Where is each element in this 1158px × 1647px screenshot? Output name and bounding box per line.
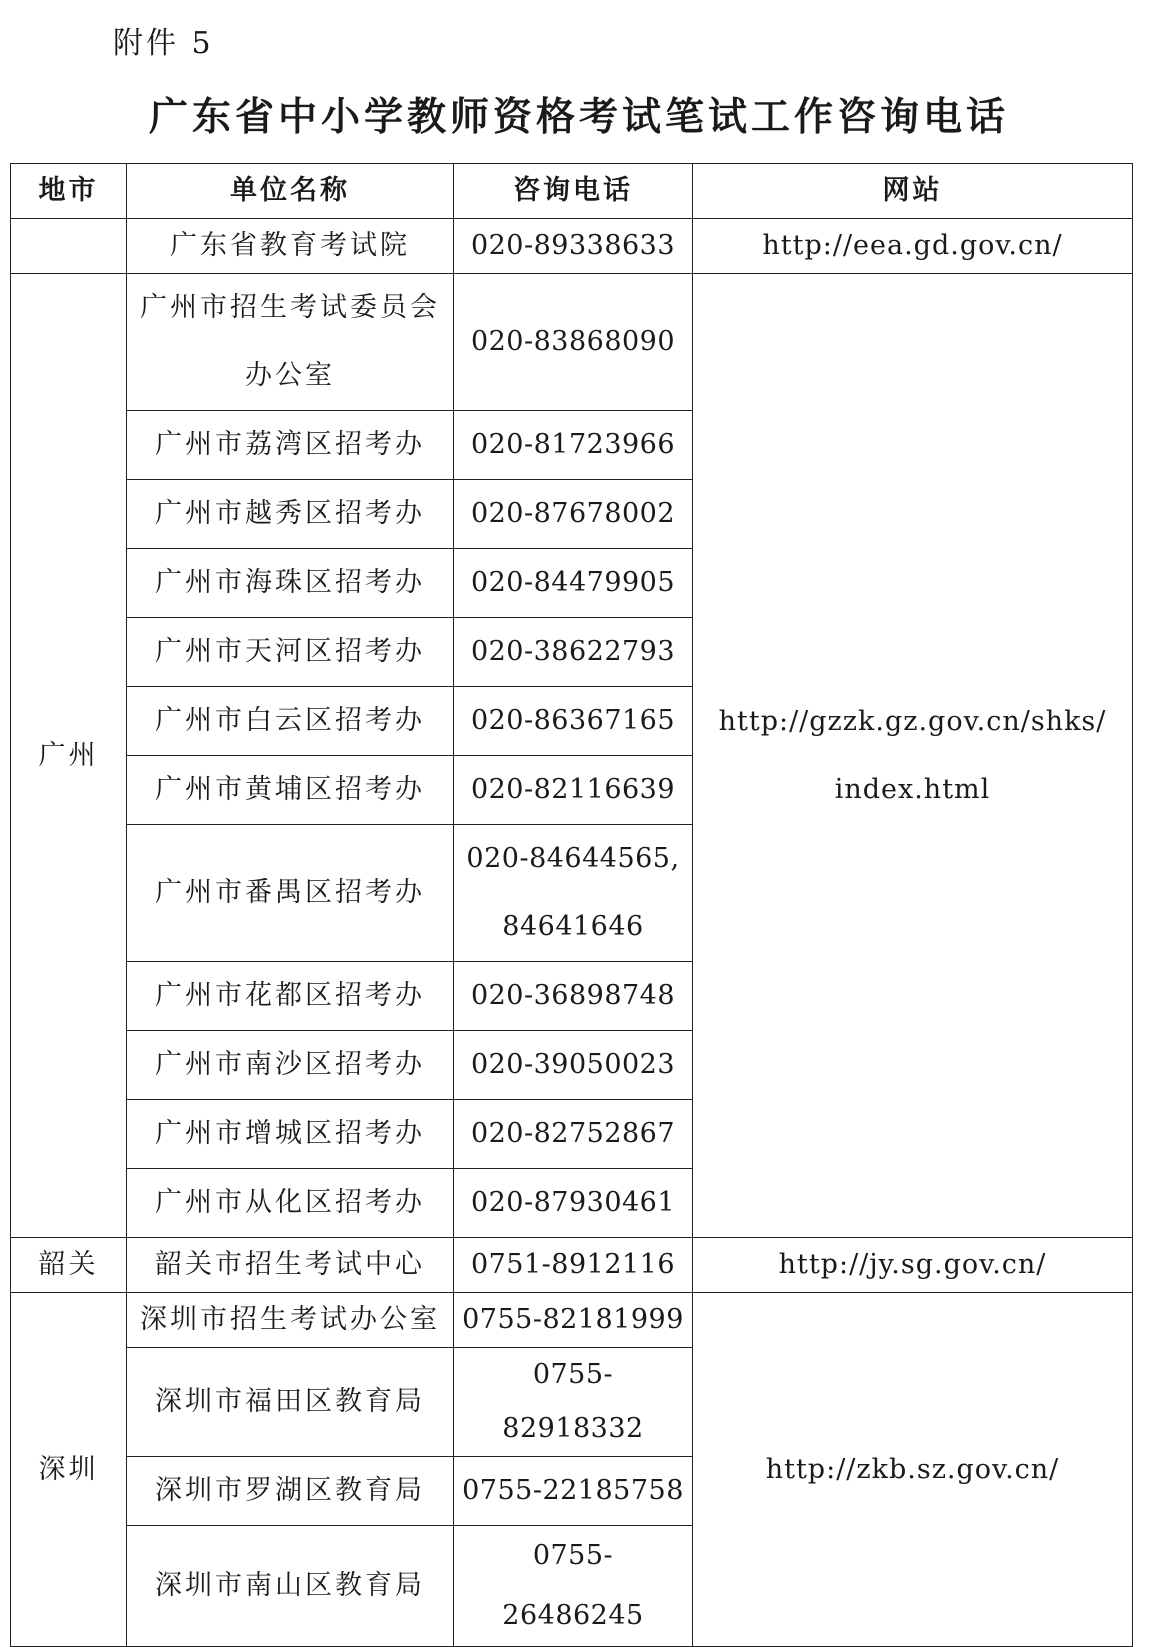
- phone-cell: 0755- 82918332: [454, 1348, 693, 1457]
- website-cell: http://eea.gd.gov.cn/: [693, 219, 1133, 274]
- city-cell-guangzhou: 广州: [11, 274, 127, 1238]
- unit-cell: 深圳市南山区教育局: [127, 1526, 454, 1647]
- phone-cell: 020-86367165: [454, 687, 693, 756]
- city-cell-shenzhen: 深圳: [11, 1293, 127, 1647]
- attachment-label: 附件 5: [113, 26, 214, 61]
- unit-cell: 深圳市罗湖区教育局: [127, 1457, 454, 1526]
- unit-cell: 广州市黄埔区招考办: [127, 756, 454, 825]
- unit-cell: 广州市荔湾区招考办: [127, 411, 454, 480]
- table-row: [11, 1293, 1133, 1348]
- contact-table: [10, 163, 1133, 1647]
- phone-cell: 020-83868090: [454, 274, 693, 411]
- phone-cell: 020-36898748: [454, 962, 693, 1031]
- phone-line-2: 84641646: [502, 911, 644, 942]
- header-unit: 单位名称: [127, 164, 454, 219]
- unit-cell: [127, 274, 454, 411]
- header-row: [11, 164, 1133, 219]
- header-city: 地市: [11, 164, 127, 219]
- phone-cell: 0751-8912116: [454, 1238, 693, 1293]
- phone-cell: 020-87930461: [454, 1169, 693, 1238]
- unit-cell: 深圳市招生考试办公室: [127, 1293, 454, 1348]
- unit-cell: 广州市番禺区招考办: [127, 825, 454, 962]
- unit-cell: 广州市花都区招考办: [127, 962, 454, 1031]
- unit-cell: 广州市越秀区招考办: [127, 480, 454, 549]
- unit-line-2: 办公室: [245, 360, 335, 391]
- phone-cell: 0755- 26486245: [454, 1526, 693, 1647]
- phone-cell: 020-87678002: [454, 480, 693, 549]
- table-row: [11, 219, 1133, 274]
- page-title: 广东省中小学教师资格考试笔试工作咨询电话: [148, 95, 1009, 140]
- phone-cell: 020-89338633: [454, 219, 693, 274]
- website-cell-guangzhou: [693, 274, 1133, 1238]
- unit-cell: 广州市南沙区招考办: [127, 1031, 454, 1100]
- phone-cell: 0755-82181999: [454, 1293, 693, 1348]
- unit-cell: 广州市海珠区招考办: [127, 549, 454, 618]
- website-cell: http://jy.sg.gov.cn/: [693, 1238, 1133, 1293]
- unit-line-1: 广州市招生考试委员会: [140, 292, 440, 323]
- unit-cell: 广州市从化区招考办: [127, 1169, 454, 1238]
- header-website: 网站: [693, 164, 1133, 219]
- website-cell-shenzhen: http://zkb.sz.gov.cn/: [693, 1293, 1133, 1647]
- phone-cell: 0755-22185758: [454, 1457, 693, 1526]
- unit-cell: 广东省教育考试院: [127, 219, 454, 274]
- phone-line-1: 020-84644565,: [466, 843, 680, 874]
- header-phone: 咨询电话: [454, 164, 693, 219]
- city-cell: [11, 219, 127, 274]
- unit-cell: 广州市增城区招考办: [127, 1100, 454, 1169]
- unit-cell: 韶关市招生考试中心: [127, 1238, 454, 1293]
- table-row: [11, 274, 1133, 411]
- website-line-2: index.html: [834, 773, 991, 805]
- unit-cell: 广州市白云区招考办: [127, 687, 454, 756]
- unit-cell: 广州市天河区招考办: [127, 618, 454, 687]
- phone-cell: 020-82116639: [454, 756, 693, 825]
- phone-cell: 020-39050023: [454, 1031, 693, 1100]
- phone-cell: 020-84479905: [454, 549, 693, 618]
- phone-cell: 020-82752867: [454, 1100, 693, 1169]
- table-row: [11, 1238, 1133, 1293]
- phone-cell: [454, 825, 693, 962]
- website-line-1: http://gzzk.gz.gov.cn/shks/: [718, 705, 1107, 737]
- phone-cell: 020-38622793: [454, 618, 693, 687]
- phone-cell: 020-81723966: [454, 411, 693, 480]
- city-cell-shaoguan: 韶关: [11, 1238, 127, 1293]
- unit-cell: 深圳市福田区教育局: [127, 1348, 454, 1457]
